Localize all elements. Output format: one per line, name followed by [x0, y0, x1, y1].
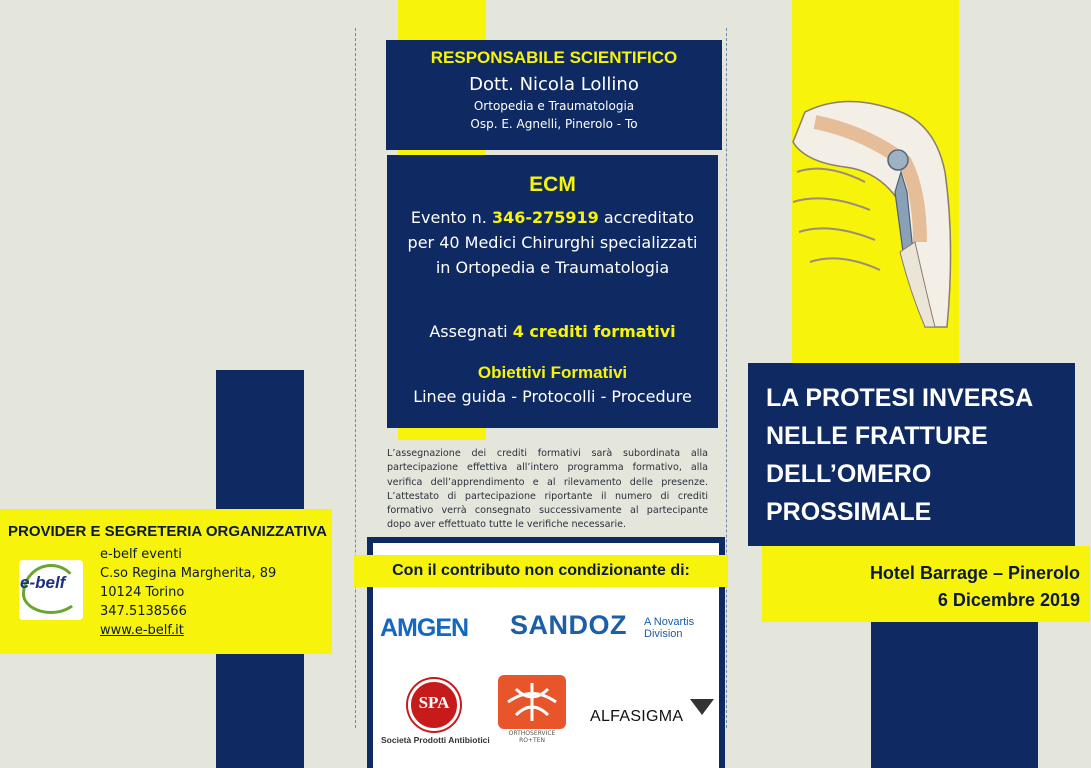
- venue-box: [762, 546, 1090, 622]
- ecm-credits-value: 4 crediti formativi: [512, 322, 676, 341]
- event-title-line: NELLE FRATTURE: [766, 422, 988, 450]
- provider-heading: PROVIDER E SEGRETERIA ORGANIZZATIVA: [8, 523, 327, 540]
- provider-phone: 347.5138566: [100, 604, 187, 619]
- objectives-heading: Obiettivi Formativi: [477, 363, 628, 382]
- objectives-text: Linee guida - Protocolli - Procedure: [413, 387, 692, 406]
- scientific-director-heading: RESPONSABILE SCIENTIFICO: [430, 48, 678, 67]
- ecm-audience-line: per 40 Medici Chirurghi specializzati: [407, 233, 698, 252]
- credits-note: L’assegnazione dei crediti formativi sarà subordinata alla partecipazione effettiva all’intero programma formativo, alla verifica dell’apprendimento e al rilevamento delle presenze. L’attestato di partecipazione riportante il numero di crediti formativo verrà consegnato successivamente al partecipante dopo aver effettuato tutte le verifiche necessarie.: [387, 448, 708, 531]
- fold-line: [726, 28, 727, 728]
- sandoz-logo: SANDOZ: [510, 610, 627, 640]
- orthoservice-caption-line: RO+TEN: [519, 737, 545, 744]
- provider-address: C.so Regina Margherita, 89: [100, 566, 277, 581]
- provider-website-wrapper: [100, 621, 184, 640]
- event-title-line: LA PROTESI INVERSA: [766, 384, 1034, 412]
- event-venue: Hotel Barrage – Pinerolo: [869, 563, 1080, 583]
- ecm-event-suffix: accreditato: [603, 208, 695, 227]
- provider-website-link[interactable]: www.e-belf.it: [100, 623, 184, 638]
- ecm-credits-prefix: Assegnati: [429, 322, 508, 341]
- event-title-box: [748, 363, 1075, 546]
- ecm-heading: ECM: [529, 173, 576, 196]
- spa-caption: Società Prodotti Antibiotici: [381, 735, 490, 745]
- orthoservice-logo-mark: [498, 675, 566, 729]
- director-name: Dott. Nicola Lollino: [469, 74, 639, 95]
- ecm-event-number: 346-275919: [491, 208, 599, 227]
- event-title-line: DELL’OMERO: [766, 460, 932, 488]
- ecm-box: [387, 155, 718, 428]
- director-department: Ortopedia e Traumatologia: [473, 99, 635, 113]
- sandoz-sub-line: A Novartis: [644, 616, 695, 628]
- event-title-line: PROSSIMALE: [766, 498, 932, 526]
- provider-city: 10124 Torino: [100, 585, 185, 600]
- sandoz-sub-line: Division: [644, 628, 683, 640]
- ecm-credits-line: [387, 322, 718, 341]
- shoulder-prosthesis-illustration: [785, 92, 960, 332]
- decorative-stripe: [871, 615, 1038, 768]
- event-date: 6 Dicembre 2019: [937, 590, 1080, 610]
- ebelf-logo-text: e-belf: [20, 573, 66, 592]
- amgen-logo: AMGEN: [380, 614, 469, 642]
- orthoservice-caption-line: ORTHOSERVICE: [508, 730, 556, 737]
- spa-logo-text: SPA: [418, 693, 450, 712]
- fold-line: [355, 28, 356, 728]
- scientific-director-box: [386, 40, 722, 150]
- provider-name: e-belf eventi: [100, 547, 182, 562]
- director-hospital: Osp. E. Agnelli, Pinerolo - To: [470, 117, 638, 131]
- sandoz-logo-subtitle: [644, 616, 694, 640]
- alfasigma-mark-icon: [690, 699, 714, 715]
- orthoservice-caption: [496, 730, 568, 744]
- ecm-specialty-line: in Ortopedia e Traumatologia: [435, 258, 670, 277]
- alfasigma-logo: ALFASIGMA: [590, 708, 684, 725]
- ecm-event-prefix: Evento n.: [410, 208, 487, 227]
- orthoservice-logo: [498, 675, 566, 729]
- sponsors-heading: Con il contributo non condizionante di:: [354, 555, 728, 587]
- ecm-event-line: [387, 205, 718, 230]
